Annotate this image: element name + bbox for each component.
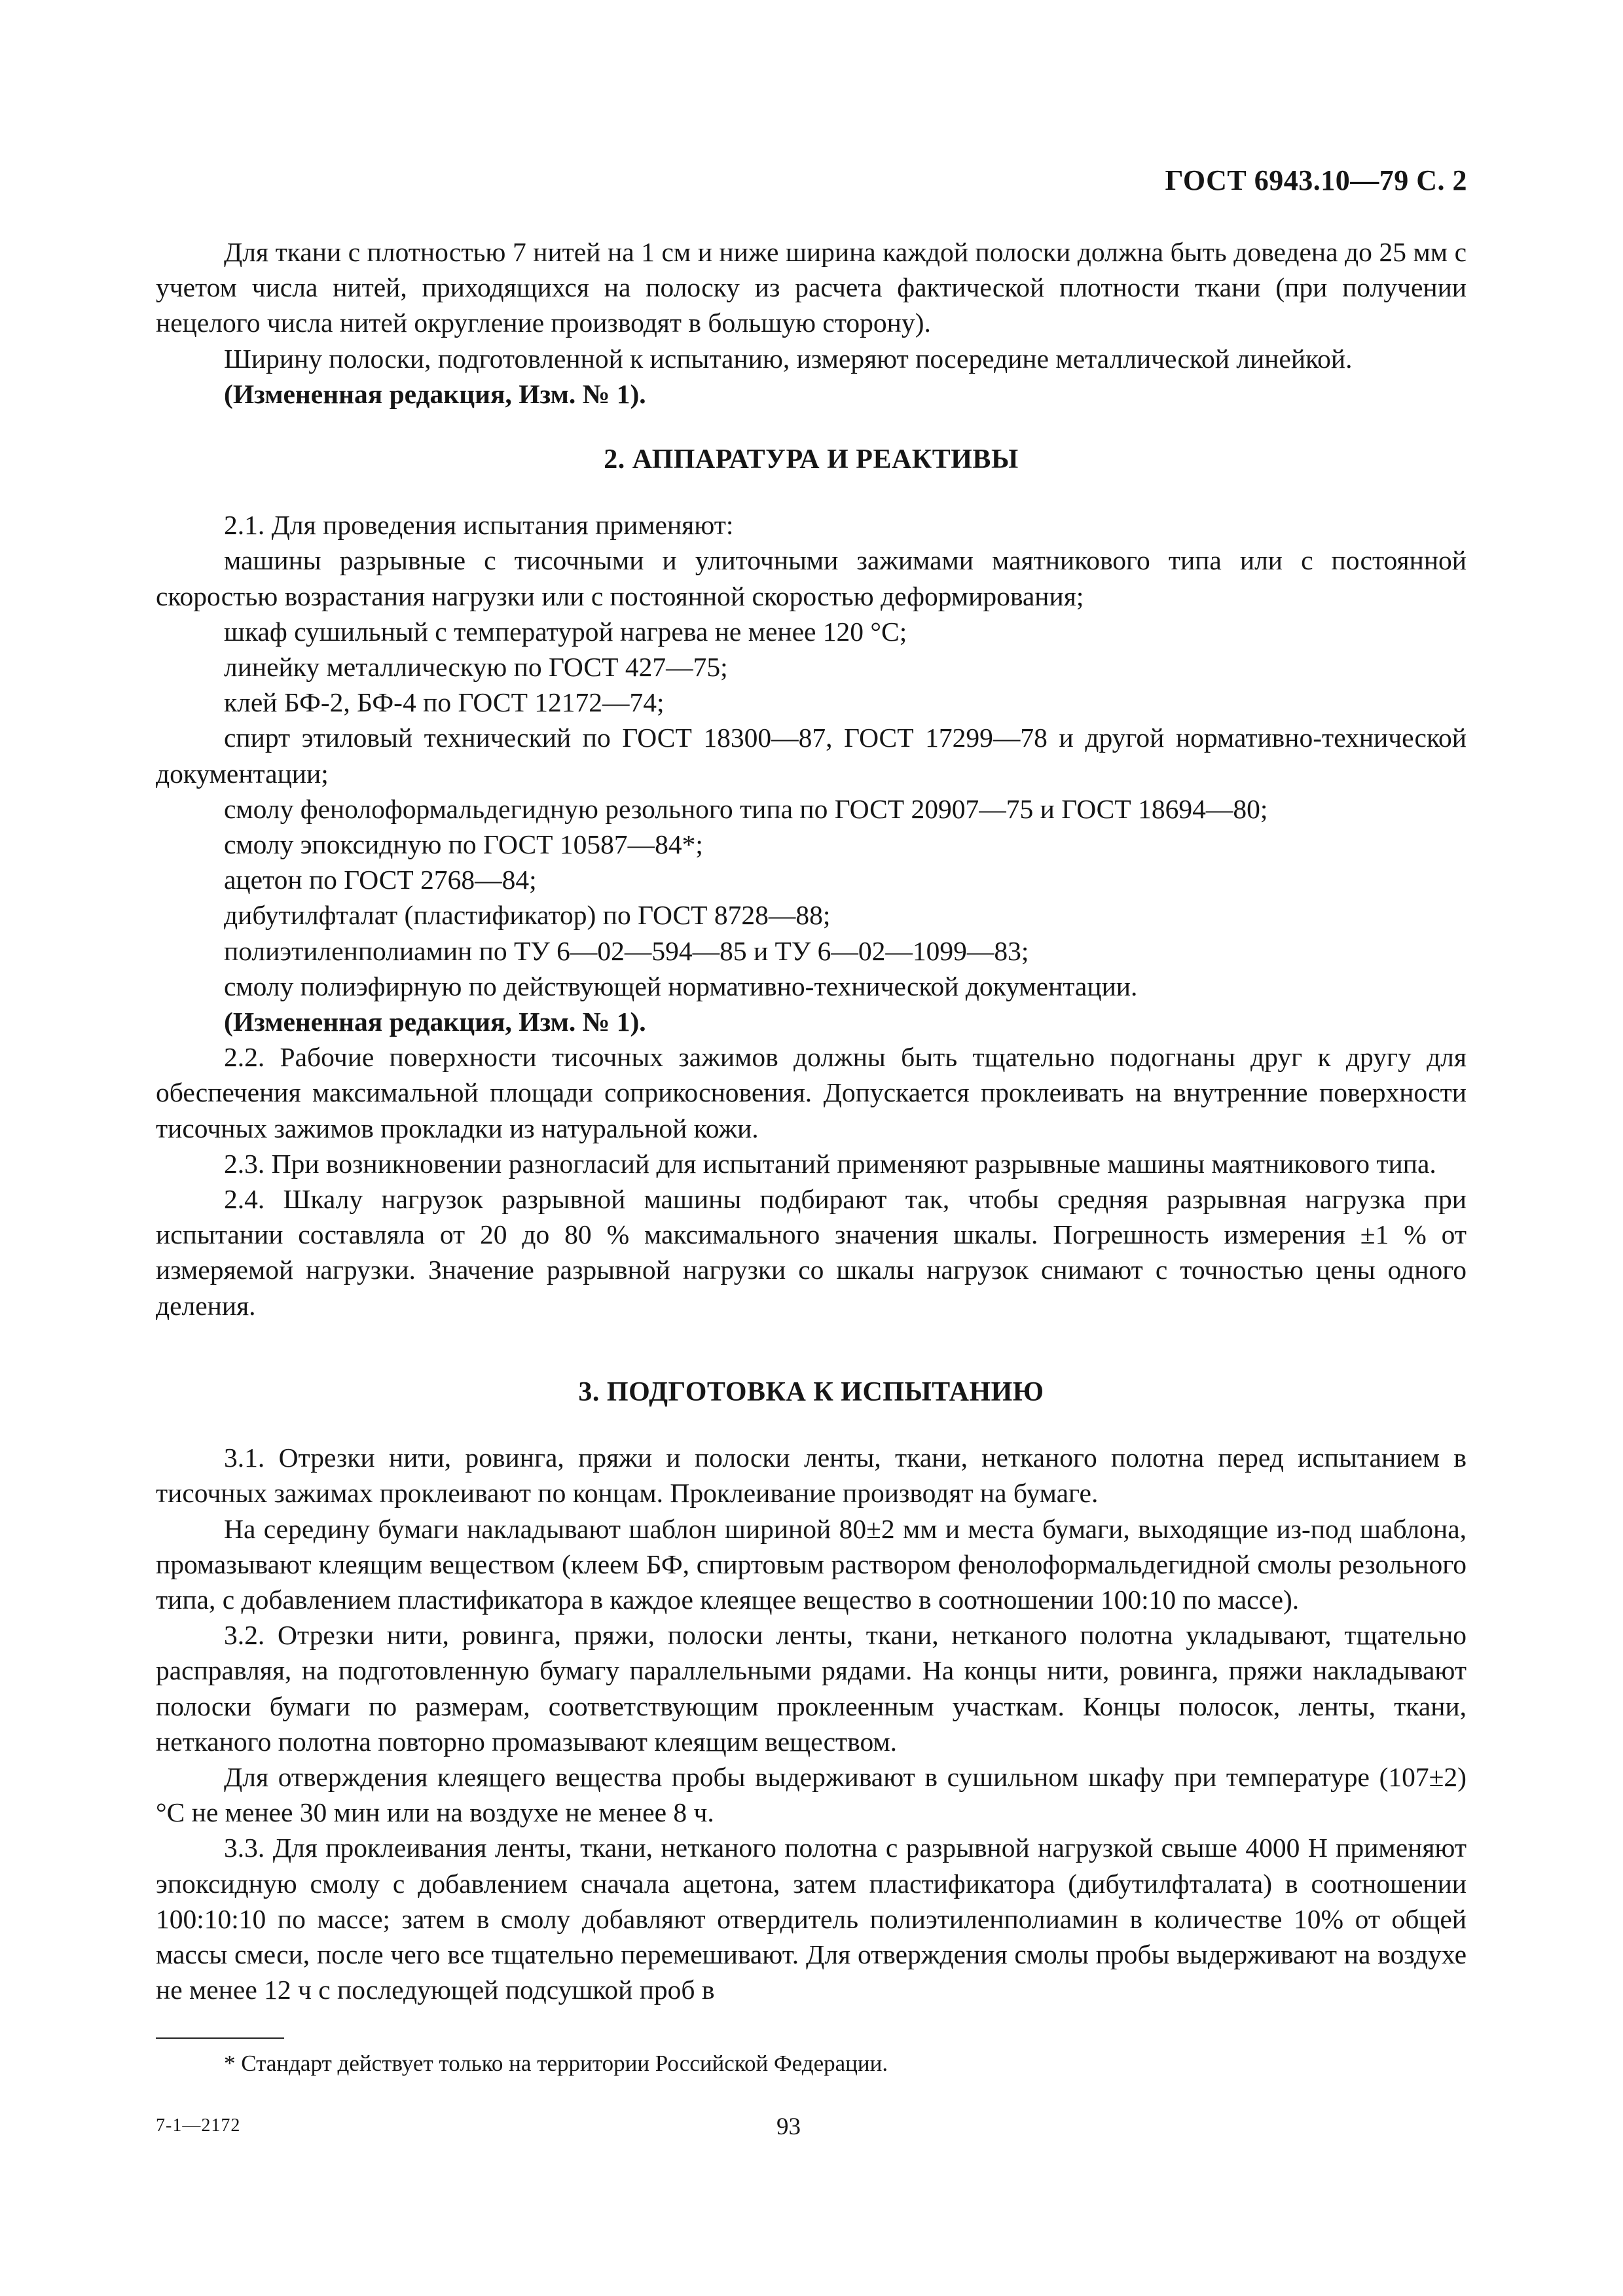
section-2-paragraph: полиэтиленполиамин по ТУ 6—02—594—85 и ТУ 6—02—1099—83; <box>224 935 1029 966</box>
section-2-paragraph: смолу полиэфирную по действующей нормативно-технической документации. <box>224 971 1138 1001</box>
section-2-paragraph: смолу фенолоформальдегидную резольного типа по ГОСТ 20907—75 и ГОСТ 18694—80; <box>224 793 1268 824</box>
amendment-note: (Измененная редакция, Изм. № 1). <box>224 378 646 409</box>
section-2-paragraph: машины разрывные с тисочными и улиточными зажимами маятникового типа или с постоянной скоростью возрастания нагрузки или с постоянной скоростью деформирования; <box>156 545 1467 611</box>
document-body <box>156 234 1467 2007</box>
footnote: * Стандарт действует только на территории Российской Федерации. <box>224 2051 888 2076</box>
amendment-note: (Измененная редакция, Изм. № 1). <box>224 1007 646 1037</box>
section-3-title: 3. ПОДГОТОВКА К ИСПЫТАНИЮ <box>578 1376 1044 1407</box>
section-2-paragraph: спирт этиловый технический по ГОСТ 18300—87, ГОСТ 17299—78 и другой нормативно-технической документации; <box>156 723 1467 789</box>
section-2-paragraph: 2.2. Рабочие поверхности тисочных зажимов должны быть тщательно подогнаны друг к другу для обеспечения максимальной площади соприкосновения. Допускается проклеивать на внутренние поверхности тисочных зажимов прокладки из натуральной кожи. <box>156 1042 1467 1143</box>
section-3-paragraph: 3.3. Для проклеивания ленты, ткани, нетканого полотна с разрывной нагрузкой свыше 4000 Н применяют эпоксидную смолу с добавлением сначала ацетона, затем пластификатора (дибутилфталата) в соотношении 100:10:10 по массе; затем в смолу добавляют отвердитель полиэтиленполиамин в количестве 10% от общей массы смеси, после чего все тщательно перемешивают. Для отверждения смолы пробы выдерживают на воздухе не менее 12 ч с последующей подсушкой проб в <box>156 1833 1467 2005</box>
section-2-paragraph: клей БФ-2, БФ-4 по ГОСТ 12172—74; <box>224 687 665 718</box>
print-code: 7-1—2172 <box>156 2115 241 2136</box>
section-2-title: 2. АППАРАТУРА И РЕАКТИВЫ <box>604 444 1019 475</box>
intro-paragraph: Для ткани с плотностью 7 нитей на 1 см и ниже ширина каждой полоски должна быть доведена до 25 мм с учетом числа нитей, приходящихся на полоску из расчета фактической плотности ткани (при получении нецелого числа нитей округление производят в большую сторону). <box>156 237 1467 338</box>
section-2-paragraph: ацетон по ГОСТ 2768—84; <box>224 865 537 895</box>
section-2-paragraph: 2.4. Шкалу нагрузок разрывной машины подбирают так, чтобы средняя разрывная нагрузка при испытании составляла от 20 до 80 % максимального значения шкалы. Погрешность измерения ±1 % от измеряемой нагрузки. Значение разрывной нагрузки со шкалы нагрузок снимают с точностью цены одного деления. <box>156 1184 1467 1321</box>
intro-paragraph: Ширину полоски, подготовленной к испытанию, измеряют посередине металлической линейкой. <box>224 343 1353 374</box>
section-2-paragraph: 2.3. При возникновении разногласий для испытаний применяют разрывные машины маятникового типа. <box>224 1148 1436 1179</box>
section-2-paragraph: дибутилфталат (пластификатор) по ГОСТ 8728—88; <box>224 900 831 931</box>
section-2-paragraph: смолу эпоксидную по ГОСТ 10587—84*; <box>224 829 703 860</box>
document-header: ГОСТ 6943.10—79 С. 2 <box>1165 164 1467 196</box>
page-number: 93 <box>776 2113 801 2140</box>
section-3-paragraph: 3.1. Отрезки нити, ровинга, пряжи и полоски ленты, ткани, нетканого полотна перед испытанием в тисочных зажимах проклеивают по концам. Проклеивание производят на бумаге. <box>156 1443 1467 1509</box>
section-3-paragraph: Для отверждения клеящего вещества пробы выдерживают в сушильном шкафу при температуре (107±2) °С не менее 30 мин или на воздухе не менее 8 ч. <box>156 1761 1467 1828</box>
section-2-paragraph: линейку металлическую по ГОСТ 427—75; <box>224 652 728 683</box>
footnote-divider <box>156 2037 284 2039</box>
section-2-paragraph: шкаф сушильный с температурой нагрева не менее 120 °С; <box>224 616 907 647</box>
section-2-paragraph: 2.1. Для проведения испытания применяют: <box>224 510 734 541</box>
section-3-paragraph: На середину бумаги накладывают шаблон шириной 80±2 мм и места бумаги, выходящие из-под шаблона, промазывают клеящим веществом (клеем БФ, спиртовым раствором фенолоформальдегидной смолы резольного типа, с добавлением пластификатора в каждое клеящее вещество в соотношении 100:10 по массе). <box>156 1513 1467 1615</box>
section-3-paragraph: 3.2. Отрезки нити, ровинга, пряжи, полоски ленты, ткани, нетканого полотна укладывают, тщательно расправляя, на подготовленную бумагу параллельными рядами. На концы нити, ровинга, пряжи накладывают полоски бумаги по размерам, соответствующим проклеенным участкам. Концы полосок, ленты, ткани, нетканого полотна повторно промазывают клеящим веществом. <box>156 1620 1467 1757</box>
